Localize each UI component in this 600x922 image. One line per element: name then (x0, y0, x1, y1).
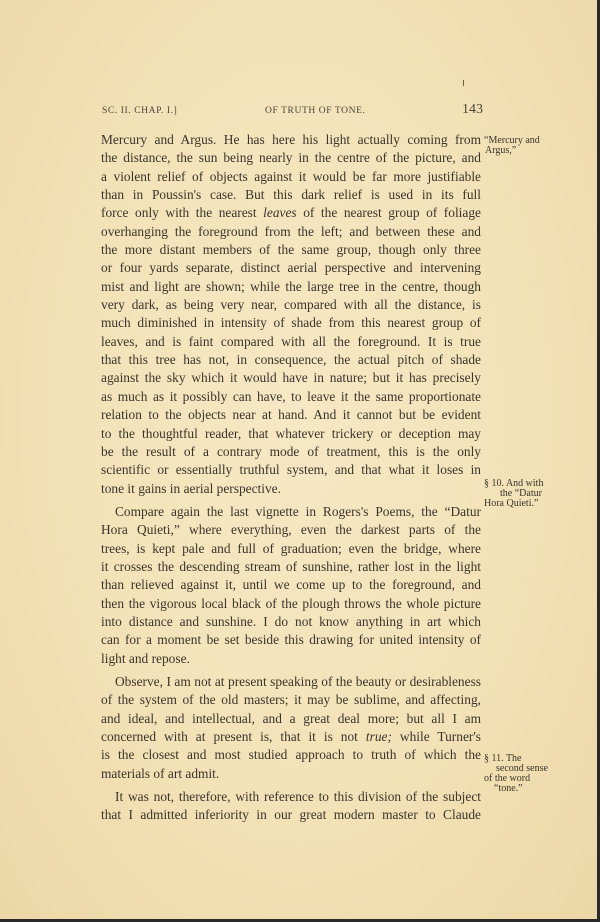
page-number: 143 (462, 102, 483, 117)
text-line: that this tree has not, in consequence, the actual pitch of shade (101, 352, 481, 368)
text-line: than in Poussin's case. But this dark relief is used in its full (101, 187, 481, 203)
running-title: OF TRUTH OF TONE. (265, 106, 366, 116)
text-line: Compare again the last vignette in Rogers's Poems, the “Datur (115, 503, 481, 519)
running-header (102, 104, 483, 120)
italic-emphasis: leaves (263, 205, 297, 221)
section-chapter-label: SC. II. CHAP. I.] (102, 106, 178, 116)
text-line: materials of art admit. (101, 765, 220, 781)
text-line: be the result of a contrary mode of treatment, this is the only (101, 443, 481, 459)
text-line: it crosses the descending stream of sunshine, rather lost in the light (101, 558, 481, 574)
margin-note-section-10 (484, 479, 543, 509)
text-line: into distance and sunshine. I do not know anything in art which (101, 613, 481, 629)
margin-note-section-11 (484, 754, 548, 794)
text-line: of the system of the old masters; it may be sublime, and affecting, (101, 692, 481, 708)
text-line: It was not, therefore, with reference to this division of the subject (115, 789, 481, 805)
text-line: very dark, as being very near, compared with all the distance, is (101, 297, 481, 313)
text-line: Observe, I am not at present speaking of the beauty or desirableness (115, 673, 481, 689)
margin-note-line: § 11. The (484, 753, 522, 764)
margin-note-mercury-argus (484, 136, 540, 156)
margin-note-line: “tone.” (494, 783, 523, 794)
text-line: tone it gains in aerial perspective. (101, 480, 281, 496)
text-line: against the sky which it would have in nature; but it has precisely (101, 370, 481, 386)
text-line: that I admitted inferiority in our great modern master to Claude (101, 807, 481, 823)
margin-note-line: Argus,” (485, 145, 517, 156)
text-line: trees, is kept pale and full of graduation; even the bridge, where (101, 540, 481, 556)
body-text (101, 131, 481, 825)
margin-note-line: second sense (496, 763, 548, 774)
text-line: mist and light are shown; while the large tree in the centre, though (101, 278, 481, 294)
text-line: then the vigorous local black of the plough throws the whole picture (101, 595, 481, 611)
text-line: the more distant members of the same group, though only three (101, 242, 481, 258)
text-line: concerned with at present is, that it is not true; while Turner's (101, 729, 481, 744)
text-line: or four yards separate, distinct aerial perspective and intervening (101, 260, 481, 276)
margin-note-line: “Mercury and (484, 135, 540, 146)
italic-emphasis: true; (365, 729, 392, 744)
text-line: as much as it possibly can have, to leave it the same proportionate (101, 388, 481, 404)
text-line: a violent relief of objects against it would be far more justifiable (101, 168, 481, 184)
margin-note-line: § 10. And with (484, 478, 544, 489)
text-line: to the thoughtful reader, that whatever trickery or deception may (101, 425, 481, 441)
text-line: and ideal, and intellectual, and a great deal more; but all I am (101, 710, 481, 726)
text-line: Hora Quieti,” where everything, even the darkest parts of the (101, 522, 481, 538)
text-line: much diminished in intensity of shade from this nearest group of (101, 315, 481, 331)
margin-note-line: Hora Quieti.” (484, 498, 539, 509)
text-line: scientific or essentially truthful system, and that what it loses in (101, 462, 481, 478)
text-line: Mercury and Argus. He has here his light actually coming from (101, 132, 481, 147)
text-line: force only with the nearest leaves of the nearest group of foliage (101, 205, 481, 221)
text-line: overhanging the foreground from the left; and between these and (101, 223, 481, 239)
text-line: relation to the objects near at hand. And it cannot but be evident (101, 407, 481, 423)
margin-note-line: the “Datur (500, 488, 542, 499)
margin-note-line: of the word (484, 773, 531, 784)
text-line: can for a moment be set beside this drawing for united intensity of (101, 632, 481, 648)
text-line: is the closest and most studied approach to truth of which the (101, 747, 481, 763)
text-line: the distance, the sun being nearly in the centre of the picture, and (101, 150, 481, 166)
paper-mark (463, 80, 464, 86)
text-line: light and repose. (101, 650, 190, 666)
text-line: than relieved against it, until we come up to the foreground, and (101, 577, 481, 593)
text-line: leaves, and is faint compared with all the foreground. It is true (101, 333, 481, 349)
